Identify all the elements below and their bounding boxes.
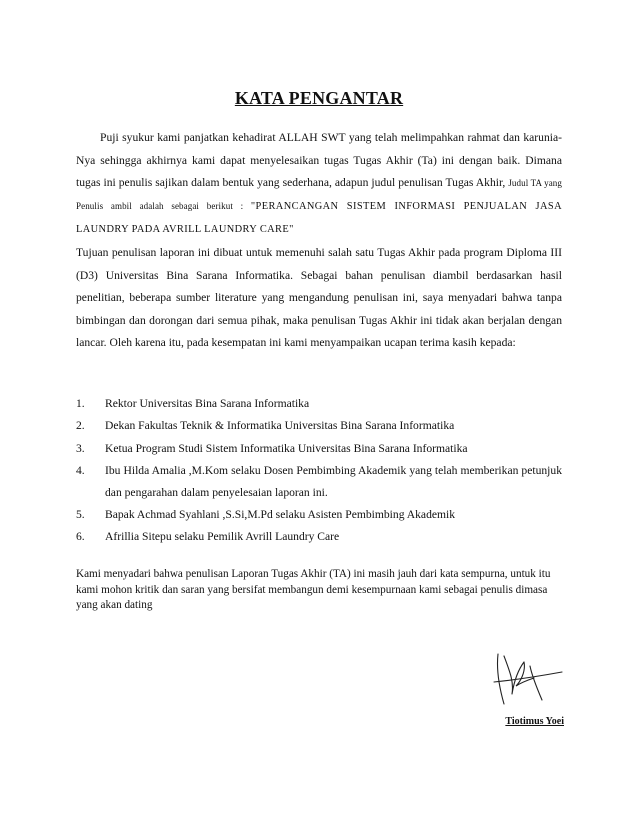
list-item-number: 4. bbox=[76, 464, 85, 478]
list-item-text: Ibu Hilda Amalia ,M.Kom selaku Dosen Pembimbing Akademik yang telah memberikan petunjuk dan pengarahan dalam penyelesaian laporan ini. bbox=[105, 464, 562, 499]
intro-lead-text: Puji syukur kami panjatkan kehadirat ALLAH SWT yang telah melimpahkan rahmat dan karunia-Nya sehingga akhirnya kami dapat menyelesaikan tugas Tugas Akhir (Ta) ini dengan baik. Dimana tugas ini penulis sajikan dalam bentuk yang sederhana, adapun judul penulisan Tugas Akhir, bbox=[76, 131, 562, 190]
list-item-text: Rektor Universitas Bina Sarana Informatika bbox=[105, 397, 310, 410]
closing-paragraph: Kami menyadari bahwa penulisan Laporan Tugas Akhir (TA) ini masih jauh dari kata sempurna, untuk itu kami mohon kritik dan saran yang bersifat membangun demi kesempurnaan kami sebagai penulis dimasa yang akan dating bbox=[76, 568, 551, 611]
page-title: KATA PENGANTAR bbox=[234, 88, 404, 108]
list-item bbox=[76, 415, 562, 436]
list-item-text: Dekan Fakultas Teknik & Informatika Universitas Bina Sarana Informatika bbox=[105, 419, 455, 433]
list-item-number: 6. bbox=[76, 530, 85, 544]
list-item-number: 5. bbox=[76, 508, 85, 522]
signer-name: Tiotimus Yoei bbox=[505, 716, 564, 727]
list-item-number: 1. bbox=[76, 397, 85, 410]
thesis-title-text: "PERANCANGAN SISTEM INFORMASI PENJUALAN JASA LAUNDRY PADA AVRILL LAUNDRY CARE" bbox=[76, 200, 562, 236]
list-item bbox=[76, 393, 562, 414]
list-item bbox=[76, 438, 562, 459]
thanks-list bbox=[76, 393, 562, 549]
list-item-number: 3. bbox=[76, 441, 85, 455]
intro-small-text: Judul TA yang Penulis ambil adalah sebagai berikut : bbox=[76, 178, 562, 211]
list-item-text: Ketua Program Studi Sistem Informatika Universitas Bina Sarana Informatika bbox=[105, 441, 468, 455]
list-item-number: 2. bbox=[76, 419, 85, 433]
list-item bbox=[76, 460, 562, 503]
list-item-text: Afrillia Sitepu selaku Pemilik Avrill Laundry Care bbox=[105, 530, 340, 544]
list-item bbox=[76, 504, 562, 525]
purpose-paragraph: Tujuan penulisan laporan ini dibuat untuk memenuhi salah satu Tugas Akhir pada program Diploma III (D3) Universitas Bina Sarana Informatika. Sebagai bahan penulisan diambil berdasarkan hasil penelitian, beberapa sumber literature yang mengandung penulisan ini, saya menyadari bahwa tanpa bimbingan dan dorongan dari semua pihak, maka penulisan Tugas Akhir ini tidak akan berjalan dengan lancar. Oleh karena itu, pada kesempatan ini kami menyampaikan ucapan terima kasih kepada: bbox=[76, 246, 562, 350]
list-item bbox=[76, 526, 562, 547]
intro-paragraph bbox=[76, 127, 562, 242]
list-item-text: Bapak Achmad Syahlani ,S.Si,M.Pd selaku Asisten Pembimbing Akademik bbox=[105, 508, 456, 522]
signature-image bbox=[484, 642, 564, 712]
